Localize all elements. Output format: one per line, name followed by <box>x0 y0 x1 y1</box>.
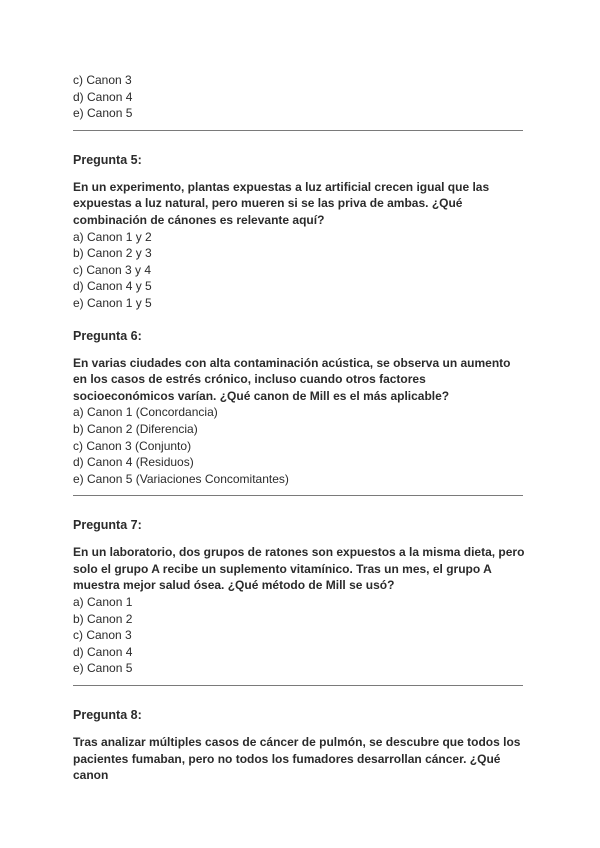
option: a) Canon 1 y 2 <box>73 229 152 244</box>
question-6 <box>73 328 525 488</box>
question-text: En varias ciudades con alta contaminación acústica, se observa un aumento en los casos de estrés crónico, incluso cuando otros factores socioeconómicos varían. ¿Qué canon de Mill es el más aplicable? <box>73 355 511 403</box>
option: c) Canon 3 <box>73 628 132 643</box>
question-text: En un laboratorio, dos grupos de ratones son expuestos a la misma dieta, pero solo el grupo A recibe un suplemento vitamínico. Tras un mes, el grupo A muestra mejor salud ósea. ¿Qué método de Mill se usó? <box>73 545 525 593</box>
question-8 <box>73 707 525 784</box>
option: b) Canon 2 (Diferencia) <box>73 421 198 436</box>
question-title: Pregunta 7: <box>73 518 142 533</box>
question-text: En un experimento, plantas expuestas a luz artificial crecen igual que las expuestas a luz natural, pero mueren si se las priva de ambas. ¿Qué combinación de cánones es relevante aquí? <box>73 179 490 227</box>
question-title: Pregunta 5: <box>73 152 142 167</box>
option: d) Canon 4 <box>73 89 133 104</box>
option: a) Canon 1 (Concordancia) <box>73 405 218 420</box>
option: d) Canon 4 (Residuos) <box>73 455 194 470</box>
option: c) Canon 3 <box>73 73 132 87</box>
question-title: Pregunta 8: <box>73 708 142 723</box>
option: d) Canon 4 y 5 <box>73 279 152 294</box>
option: e) Canon 1 y 5 <box>73 295 152 310</box>
question-7 <box>73 517 525 677</box>
option: e) Canon 5 <box>73 106 133 121</box>
option: e) Canon 5 <box>73 661 133 676</box>
option: c) Canon 3 (Conjunto) <box>73 438 192 453</box>
option: b) Canon 2 <box>73 611 133 626</box>
option: d) Canon 4 <box>73 644 133 659</box>
question-title: Pregunta 6: <box>73 328 142 343</box>
question-text: Tras analizar múltiples casos de cáncer de pulmón, se descubre que todos los pacientes fumaban, pero no todos los fumadores desarrollan cáncer. ¿Qué canon <box>73 735 521 783</box>
question-5 <box>73 152 525 312</box>
document-page <box>73 72 525 784</box>
option: e) Canon 5 (Variaciones Concomitantes) <box>73 471 289 486</box>
option: b) Canon 2 y 3 <box>73 246 152 261</box>
option: c) Canon 3 y 4 <box>73 262 152 277</box>
previous-question-options <box>73 72 525 122</box>
option: a) Canon 1 <box>73 595 133 610</box>
